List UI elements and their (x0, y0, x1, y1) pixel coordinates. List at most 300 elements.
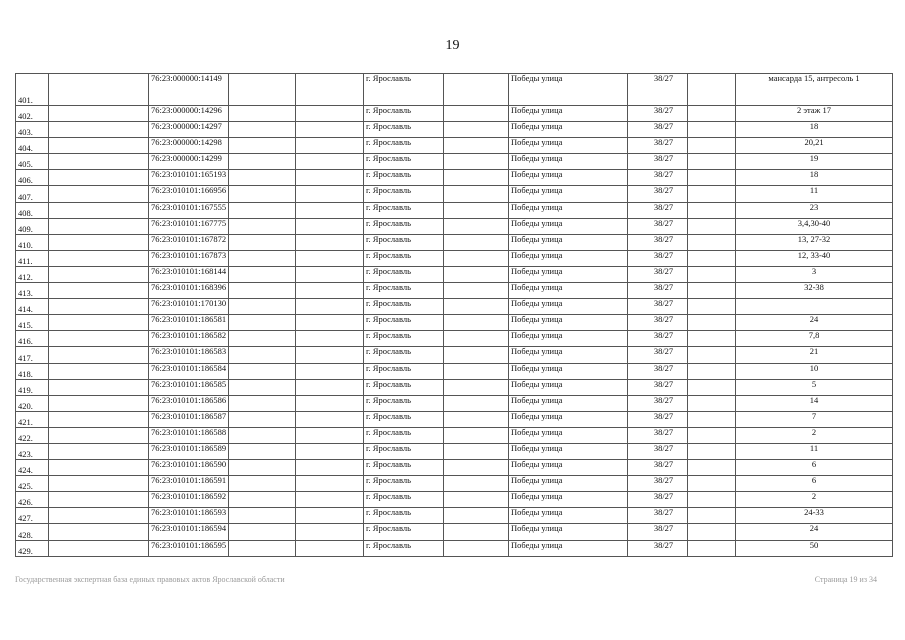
premises-cell: 50 (736, 540, 893, 556)
city-cell: г. Ярославль (364, 331, 444, 347)
empty-cell (296, 524, 364, 540)
empty-cell (49, 363, 149, 379)
city-cell: г. Ярославль (364, 122, 444, 138)
house-number-cell: 38/27 (628, 331, 688, 347)
cadastral-number-cell: 76:23:010101:186581 (149, 315, 229, 331)
empty-cell (444, 283, 509, 299)
street-cell: Победы улица (509, 331, 628, 347)
empty-cell (296, 492, 364, 508)
empty-cell (49, 138, 149, 154)
table-row (16, 170, 893, 186)
premises-cell: 24 (736, 315, 893, 331)
house-number-cell: 38/27 (628, 202, 688, 218)
street-cell: Победы улица (509, 234, 628, 250)
table-row (16, 186, 893, 202)
city-cell: г. Ярославль (364, 476, 444, 492)
empty-cell (229, 508, 296, 524)
city-cell: г. Ярославль (364, 154, 444, 170)
table-row (16, 476, 893, 492)
empty-cell (296, 250, 364, 266)
row-number-cell: 420. (16, 395, 49, 411)
premises-cell: 13, 27-32 (736, 234, 893, 250)
table-row (16, 347, 893, 363)
empty-cell (296, 218, 364, 234)
empty-cell (444, 347, 509, 363)
empty-cell (49, 379, 149, 395)
empty-cell (444, 299, 509, 315)
city-cell: г. Ярославль (364, 492, 444, 508)
empty-cell (296, 443, 364, 459)
cadastral-number-cell: 76:23:010101:186589 (149, 443, 229, 459)
empty-cell (229, 524, 296, 540)
empty-cell (229, 395, 296, 411)
row-number-cell: 414. (16, 299, 49, 315)
street-cell: Победы улица (509, 443, 628, 459)
city-cell: г. Ярославль (364, 427, 444, 443)
empty-cell (49, 524, 149, 540)
house-number-cell: 38/27 (628, 122, 688, 138)
premises-cell: 5 (736, 379, 893, 395)
empty-cell (688, 234, 736, 250)
empty-cell (688, 283, 736, 299)
street-cell: Победы улица (509, 74, 628, 106)
house-number-cell: 38/27 (628, 347, 688, 363)
cadastral-number-cell: 76:23:010101:186583 (149, 347, 229, 363)
premises-cell: 6 (736, 476, 893, 492)
table-row (16, 106, 893, 122)
street-cell: Победы улица (509, 186, 628, 202)
row-number-cell: 407. (16, 186, 49, 202)
empty-cell (444, 234, 509, 250)
empty-cell (229, 460, 296, 476)
premises-cell: 11 (736, 443, 893, 459)
empty-cell (49, 299, 149, 315)
table-row (16, 363, 893, 379)
empty-cell (49, 74, 149, 106)
cadastral-number-cell: 76:23:010101:167872 (149, 234, 229, 250)
table-row (16, 492, 893, 508)
empty-cell (296, 347, 364, 363)
empty-cell (229, 218, 296, 234)
empty-cell (229, 234, 296, 250)
city-cell: г. Ярославль (364, 460, 444, 476)
empty-cell (296, 266, 364, 282)
empty-cell (688, 266, 736, 282)
cadastral-number-cell: 76:23:010101:167555 (149, 202, 229, 218)
empty-cell (229, 170, 296, 186)
empty-cell (229, 186, 296, 202)
city-cell: г. Ярославль (364, 508, 444, 524)
house-number-cell: 38/27 (628, 250, 688, 266)
table-row (16, 315, 893, 331)
cadastral-number-cell: 76:23:010101:186591 (149, 476, 229, 492)
premises-cell: 18 (736, 122, 893, 138)
city-cell: г. Ярославль (364, 411, 444, 427)
house-number-cell: 38/27 (628, 524, 688, 540)
empty-cell (296, 234, 364, 250)
row-number-cell: 415. (16, 315, 49, 331)
row-number-cell: 426. (16, 492, 49, 508)
empty-cell (688, 508, 736, 524)
empty-cell (444, 476, 509, 492)
cadastral-number-cell: 76:23:010101:168396 (149, 283, 229, 299)
empty-cell (688, 106, 736, 122)
street-cell: Победы улица (509, 476, 628, 492)
row-number-cell: 408. (16, 202, 49, 218)
house-number-cell: 38/27 (628, 154, 688, 170)
empty-cell (444, 363, 509, 379)
empty-cell (688, 331, 736, 347)
page-number: 19 (445, 38, 460, 53)
empty-cell (688, 540, 736, 556)
house-number-cell: 38/27 (628, 218, 688, 234)
empty-cell (49, 443, 149, 459)
table-row (16, 266, 893, 282)
empty-cell (688, 74, 736, 106)
street-cell: Победы улица (509, 106, 628, 122)
empty-cell (688, 524, 736, 540)
empty-cell (444, 460, 509, 476)
row-number-cell: 427. (16, 508, 49, 524)
premises-cell: 10 (736, 363, 893, 379)
house-number-cell: 38/27 (628, 186, 688, 202)
street-cell: Победы улица (509, 170, 628, 186)
empty-cell (444, 443, 509, 459)
empty-cell (688, 492, 736, 508)
row-number-cell: 424. (16, 460, 49, 476)
empty-cell (296, 202, 364, 218)
table-row (16, 540, 893, 556)
footer-source: Государственная экспертная база единых правовых актов Ярославской области (15, 575, 285, 584)
street-cell: Победы улица (509, 218, 628, 234)
street-cell: Победы улица (509, 315, 628, 331)
empty-cell (49, 331, 149, 347)
empty-cell (688, 250, 736, 266)
empty-cell (444, 138, 509, 154)
house-number-cell: 38/27 (628, 266, 688, 282)
row-number-cell: 413. (16, 283, 49, 299)
empty-cell (296, 363, 364, 379)
street-cell: Победы улица (509, 363, 628, 379)
empty-cell (296, 508, 364, 524)
empty-cell (229, 266, 296, 282)
table-row (16, 202, 893, 218)
city-cell: г. Ярославль (364, 186, 444, 202)
house-number-cell: 38/27 (628, 74, 688, 106)
empty-cell (688, 347, 736, 363)
table-row (16, 411, 893, 427)
street-cell: Победы улица (509, 138, 628, 154)
cadastral-number-cell: 76:23:010101:186595 (149, 540, 229, 556)
empty-cell (49, 186, 149, 202)
cadastral-number-cell: 76:23:000000:14297 (149, 122, 229, 138)
row-number-cell: 410. (16, 234, 49, 250)
empty-cell (444, 395, 509, 411)
row-number-cell: 419. (16, 379, 49, 395)
empty-cell (49, 154, 149, 170)
empty-cell (688, 122, 736, 138)
empty-cell (229, 363, 296, 379)
premises-cell: 7,8 (736, 331, 893, 347)
table-row (16, 138, 893, 154)
premises-cell: 12, 33-40 (736, 250, 893, 266)
row-number-cell: 406. (16, 170, 49, 186)
table-row (16, 508, 893, 524)
city-cell: г. Ярославль (364, 106, 444, 122)
empty-cell (444, 315, 509, 331)
empty-cell (49, 202, 149, 218)
city-cell: г. Ярославль (364, 250, 444, 266)
house-number-cell: 38/27 (628, 508, 688, 524)
empty-cell (444, 331, 509, 347)
street-cell: Победы улица (509, 299, 628, 315)
premises-cell: 11 (736, 186, 893, 202)
premises-cell: 21 (736, 347, 893, 363)
empty-cell (688, 202, 736, 218)
empty-cell (444, 170, 509, 186)
city-cell: г. Ярославль (364, 218, 444, 234)
cadastral-number-cell: 76:23:010101:167775 (149, 218, 229, 234)
premises-cell (736, 299, 893, 315)
empty-cell (296, 186, 364, 202)
house-number-cell: 38/27 (628, 138, 688, 154)
empty-cell (688, 379, 736, 395)
city-cell: г. Ярославль (364, 170, 444, 186)
city-cell: г. Ярославль (364, 379, 444, 395)
cadastral-number-cell: 76:23:010101:186585 (149, 379, 229, 395)
city-cell: г. Ярославль (364, 347, 444, 363)
premises-cell: 2 (736, 427, 893, 443)
street-cell: Победы улица (509, 492, 628, 508)
empty-cell (229, 427, 296, 443)
premises-cell: 2 этаж 17 (736, 106, 893, 122)
cadastral-number-cell: 76:23:010101:186582 (149, 331, 229, 347)
cadastral-number-cell: 76:23:010101:186590 (149, 460, 229, 476)
city-cell: г. Ярославль (364, 266, 444, 282)
city-cell: г. Ярославль (364, 74, 444, 106)
row-number-cell: 405. (16, 154, 49, 170)
empty-cell (296, 122, 364, 138)
empty-cell (49, 122, 149, 138)
premises-cell: 6 (736, 460, 893, 476)
table-row (16, 218, 893, 234)
empty-cell (49, 508, 149, 524)
empty-cell (229, 347, 296, 363)
premises-cell: 3,4,30-40 (736, 218, 893, 234)
row-number-cell: 402. (16, 106, 49, 122)
city-cell: г. Ярославль (364, 524, 444, 540)
empty-cell (229, 476, 296, 492)
city-cell: г. Ярославль (364, 315, 444, 331)
empty-cell (229, 540, 296, 556)
street-cell: Победы улица (509, 122, 628, 138)
empty-cell (296, 427, 364, 443)
empty-cell (49, 460, 149, 476)
empty-cell (688, 460, 736, 476)
empty-cell (229, 411, 296, 427)
empty-cell (229, 443, 296, 459)
empty-cell (688, 186, 736, 202)
cadastral-number-cell: 76:23:010101:167873 (149, 250, 229, 266)
row-number-cell: 425. (16, 476, 49, 492)
table-row (16, 395, 893, 411)
empty-cell (688, 138, 736, 154)
cadastral-number-cell: 76:23:000000:14299 (149, 154, 229, 170)
house-number-cell: 38/27 (628, 476, 688, 492)
cadastral-number-cell: 76:23:000000:14149 (149, 74, 229, 106)
premises-cell: 24-33 (736, 508, 893, 524)
house-number-cell: 38/27 (628, 411, 688, 427)
premises-cell: 7 (736, 411, 893, 427)
empty-cell (49, 170, 149, 186)
empty-cell (49, 347, 149, 363)
empty-cell (688, 218, 736, 234)
empty-cell (444, 154, 509, 170)
premises-cell: 32-38 (736, 283, 893, 299)
empty-cell (296, 411, 364, 427)
street-cell: Победы улица (509, 347, 628, 363)
empty-cell (688, 443, 736, 459)
empty-cell (296, 395, 364, 411)
table-row (16, 122, 893, 138)
empty-cell (49, 218, 149, 234)
empty-cell (688, 154, 736, 170)
empty-cell (229, 492, 296, 508)
cadastral-number-cell: 76:23:010101:165193 (149, 170, 229, 186)
street-cell: Победы улица (509, 379, 628, 395)
empty-cell (688, 427, 736, 443)
premises-cell: 3 (736, 266, 893, 282)
house-number-cell: 38/27 (628, 443, 688, 459)
empty-cell (229, 138, 296, 154)
empty-cell (444, 411, 509, 427)
empty-cell (688, 299, 736, 315)
row-number-cell: 412. (16, 266, 49, 282)
empty-cell (444, 524, 509, 540)
premises-cell: мансарда 15, антресоль 1 (736, 74, 893, 106)
table-row (16, 299, 893, 315)
city-cell: г. Ярославль (364, 283, 444, 299)
house-number-cell: 38/27 (628, 315, 688, 331)
empty-cell (49, 411, 149, 427)
row-number-cell: 403. (16, 122, 49, 138)
empty-cell (296, 154, 364, 170)
empty-cell (688, 363, 736, 379)
street-cell: Победы улица (509, 460, 628, 476)
street-cell: Победы улица (509, 202, 628, 218)
empty-cell (296, 170, 364, 186)
premises-cell: 18 (736, 170, 893, 186)
empty-cell (296, 299, 364, 315)
city-cell: г. Ярославль (364, 202, 444, 218)
empty-cell (296, 540, 364, 556)
street-cell: Победы улица (509, 283, 628, 299)
empty-cell (296, 138, 364, 154)
cadastral-number-cell: 76:23:010101:186594 (149, 524, 229, 540)
empty-cell (229, 154, 296, 170)
city-cell: г. Ярославль (364, 299, 444, 315)
row-number-cell: 401. (16, 74, 49, 106)
empty-cell (49, 476, 149, 492)
empty-cell (444, 250, 509, 266)
empty-cell (296, 460, 364, 476)
cadastral-number-cell: 76:23:010101:166956 (149, 186, 229, 202)
city-cell: г. Ярославль (364, 443, 444, 459)
row-number-cell: 417. (16, 347, 49, 363)
table-row (16, 427, 893, 443)
street-cell: Победы улица (509, 395, 628, 411)
house-number-cell: 38/27 (628, 234, 688, 250)
table-row (16, 250, 893, 266)
premises-cell: 24 (736, 524, 893, 540)
empty-cell (296, 315, 364, 331)
row-number-cell: 428. (16, 524, 49, 540)
cadastral-number-cell: 76:23:010101:168144 (149, 266, 229, 282)
empty-cell (444, 379, 509, 395)
empty-cell (49, 492, 149, 508)
empty-cell (49, 395, 149, 411)
footer-page-counter: Страница 19 из 34 (814, 575, 877, 584)
empty-cell (688, 476, 736, 492)
empty-cell (229, 283, 296, 299)
empty-cell (444, 186, 509, 202)
empty-cell (688, 411, 736, 427)
city-cell: г. Ярославль (364, 363, 444, 379)
empty-cell (444, 106, 509, 122)
table-row (16, 234, 893, 250)
empty-cell (444, 492, 509, 508)
cadastral-number-cell: 76:23:010101:186587 (149, 411, 229, 427)
empty-cell (444, 266, 509, 282)
empty-cell (49, 106, 149, 122)
premises-cell: 19 (736, 154, 893, 170)
empty-cell (229, 106, 296, 122)
empty-cell (444, 218, 509, 234)
row-number-cell: 423. (16, 443, 49, 459)
city-cell: г. Ярославль (364, 395, 444, 411)
empty-cell (229, 331, 296, 347)
cadastral-number-cell: 76:23:010101:186592 (149, 492, 229, 508)
street-cell: Победы улица (509, 154, 628, 170)
city-cell: г. Ярославль (364, 234, 444, 250)
table-row (16, 283, 893, 299)
premises-cell: 20,21 (736, 138, 893, 154)
cadastral-number-cell: 76:23:010101:186588 (149, 427, 229, 443)
premises-cell: 2 (736, 492, 893, 508)
house-number-cell: 38/27 (628, 363, 688, 379)
empty-cell (296, 379, 364, 395)
empty-cell (444, 74, 509, 106)
empty-cell (229, 250, 296, 266)
empty-cell (229, 299, 296, 315)
house-number-cell: 38/27 (628, 427, 688, 443)
empty-cell (444, 508, 509, 524)
empty-cell (49, 315, 149, 331)
cadastral-number-cell: 76:23:010101:186584 (149, 363, 229, 379)
table-row (16, 154, 893, 170)
house-number-cell: 38/27 (628, 379, 688, 395)
table-row (16, 379, 893, 395)
house-number-cell: 38/27 (628, 492, 688, 508)
city-cell: г. Ярославль (364, 540, 444, 556)
house-number-cell: 38/27 (628, 299, 688, 315)
empty-cell (296, 106, 364, 122)
empty-cell (49, 540, 149, 556)
house-number-cell: 38/27 (628, 460, 688, 476)
empty-cell (49, 427, 149, 443)
empty-cell (229, 122, 296, 138)
empty-cell (444, 202, 509, 218)
